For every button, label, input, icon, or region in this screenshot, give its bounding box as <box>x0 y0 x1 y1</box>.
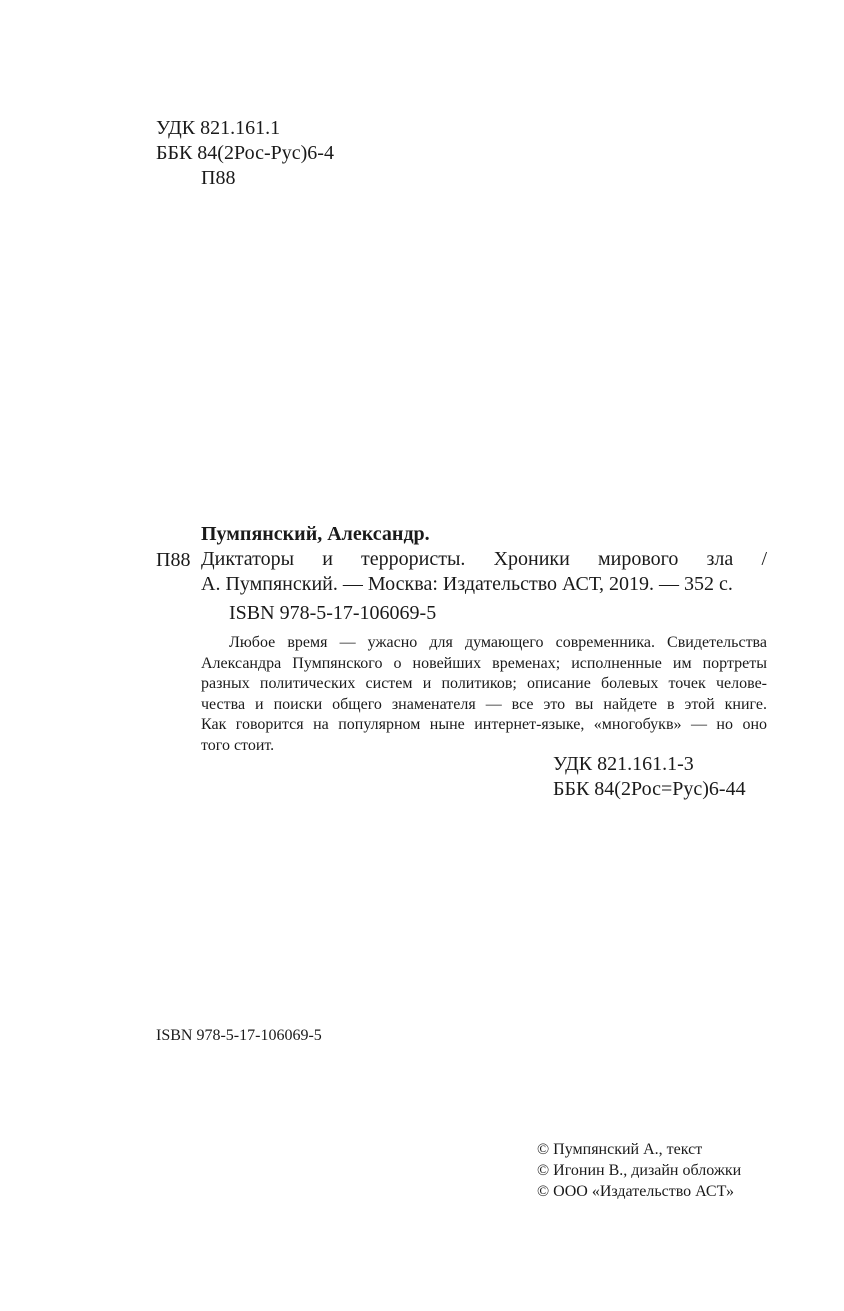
annotation <box>201 633 767 756</box>
annotation-line: Любое время — ужасно для думающего современника. Свидетельства <box>229 634 767 651</box>
entry-author-sign: П88 <box>156 549 191 571</box>
entry-author: Пумпянский, Александр. <box>201 523 430 545</box>
bbk-code: ББК 84(2Рос-Рус)6-4 <box>156 142 334 164</box>
udk-code: УДК 821.161.1 <box>156 117 281 139</box>
header-classification <box>156 116 334 191</box>
copyright-line: © Игонин В., дизайн обложки <box>537 1162 742 1179</box>
copyright-line: © ООО «Издательство АСТ» <box>537 1183 734 1200</box>
copyright-line: © Пумпянский А., текст <box>537 1141 703 1158</box>
entry-title-line-1: Диктаторы и террористы. Хроники мирового зла / <box>201 548 767 570</box>
copyright-block <box>537 1139 741 1202</box>
bibliographic-entry <box>201 522 767 626</box>
annotation-line: чества и поиски общего знаменателя — все это вы найдете в этой книге. <box>201 695 767 713</box>
subject-classification <box>553 752 746 802</box>
annotation-line: того стоит. <box>201 736 275 754</box>
udk-code-full: УДК 821.161.1-3 <box>553 753 694 775</box>
annotation-line: Александра Пумпянского о новейших временах; исполненные им портреты <box>201 654 767 672</box>
isbn-bottom: ISBN 978-5-17-106069-5 <box>156 1027 322 1044</box>
annotation-line: разных политических систем и политиков; описание болевых точек челове- <box>201 675 767 692</box>
entry-isbn: ISBN 978-5-17-106069-5 <box>229 602 437 624</box>
annotation-line: Как говорится на популярном ныне интернет-языке, «многобукв» — но оно <box>201 716 767 733</box>
entry-title-line-2: А. Пумпянский. — Москва: Издательство АСТ, 2019. — 352 с. <box>201 573 733 595</box>
bbk-code-full: ББК 84(2Рос=Рус)6-44 <box>553 778 746 800</box>
author-sign: П88 <box>201 167 236 189</box>
